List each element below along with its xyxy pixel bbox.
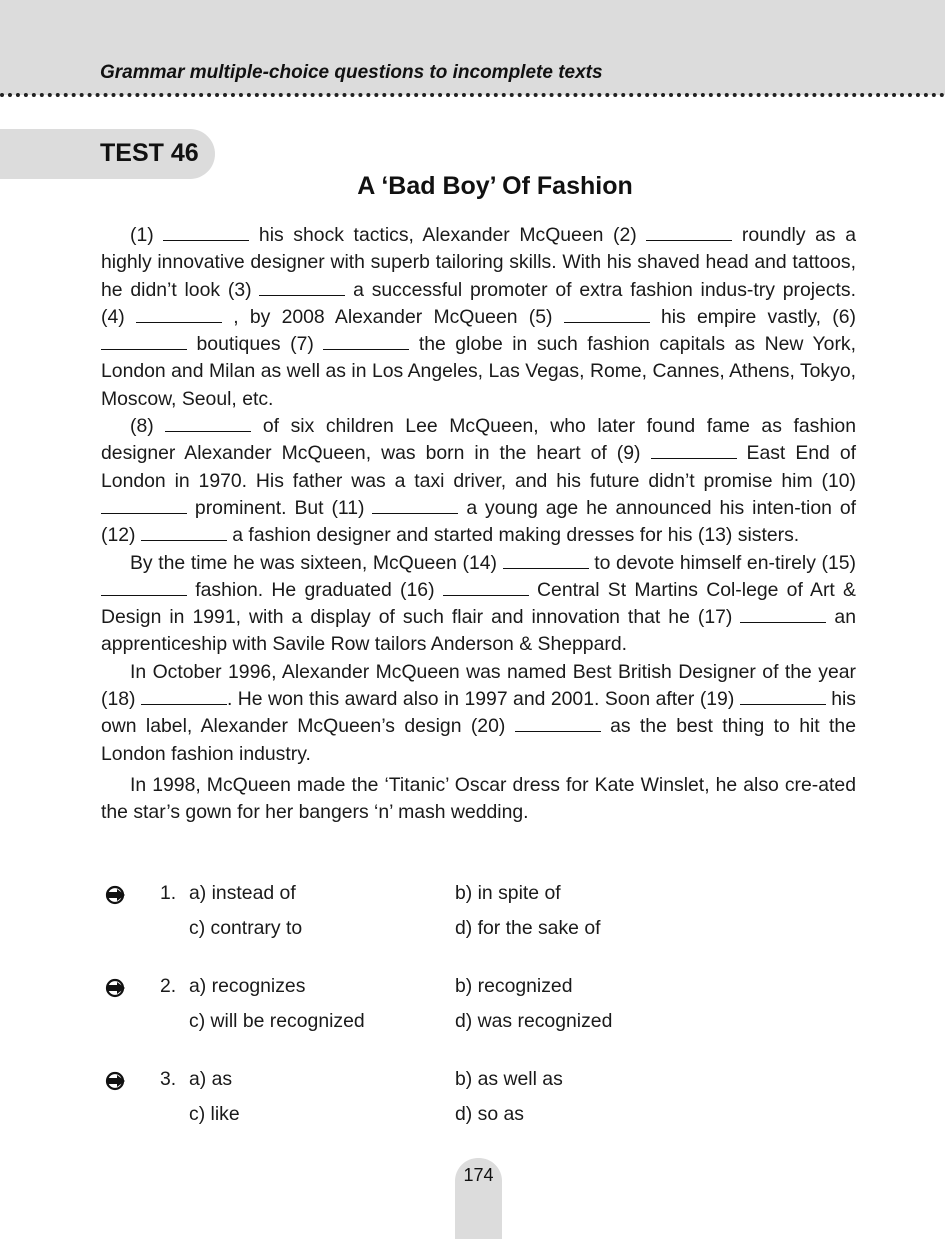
blank-6	[101, 333, 187, 350]
page-number: 174	[463, 1165, 494, 1185]
dotted-divider	[0, 93, 945, 97]
blank-20	[515, 715, 601, 732]
circled-arrow-icon	[105, 1070, 127, 1092]
test-label: TEST 46	[100, 139, 199, 167]
blank-18	[141, 688, 227, 705]
blank-17	[740, 606, 826, 623]
blank-10	[101, 497, 187, 514]
blank-15	[101, 579, 187, 596]
paragraph-1: (1) his shock tactics, Alexander McQueen (2) roundly as a highly innovative designer with superb tailoring skills. With his shaved head and tattoos, he didn’t look (3) a successful promoter of extra fashion indus-try projects. (4) , by 2008 Alexander McQueen (5) his empire vastly, (6) boutiques (7) the globe in such fashion capitals as New York, London and Milan as well as in Los Angeles, Las Vegas, Rome, Cannes, Athens, Tokyo, Moscow, Seoul, etc.	[101, 224, 856, 410]
option-b[interactable]: b) recognized	[455, 975, 573, 997]
option-b[interactable]: b) as well as	[455, 1068, 563, 1090]
article-body	[101, 222, 856, 827]
question-number: 2.	[160, 975, 177, 997]
option-d[interactable]: d) was recognized	[455, 1010, 613, 1032]
option-d[interactable]: d) for the sake of	[455, 917, 601, 939]
option-c[interactable]: c) contrary to	[189, 917, 303, 939]
blank-19	[740, 688, 826, 705]
blank-8	[165, 415, 251, 432]
option-a[interactable]: a) recognizes	[189, 975, 306, 997]
question-2	[105, 975, 805, 1045]
header-title: Grammar multiple-choice questions to incomplete texts	[100, 62, 603, 83]
option-a[interactable]: a) as	[189, 1068, 233, 1090]
blank-9	[651, 442, 737, 459]
question-number: 3.	[160, 1068, 177, 1090]
blank-5	[564, 306, 650, 323]
article-title: A ‘Bad Boy’ Of Fashion	[357, 172, 633, 200]
circled-arrow-icon	[105, 884, 127, 906]
blank-4	[136, 306, 222, 323]
blank-14	[503, 552, 589, 569]
option-c[interactable]: c) like	[189, 1103, 240, 1125]
option-c[interactable]: c) will be recognized	[189, 1010, 365, 1032]
circled-arrow-icon	[105, 977, 127, 999]
blank-12	[141, 524, 227, 541]
question-number: 1.	[160, 882, 177, 904]
option-a[interactable]: a) instead of	[189, 882, 296, 904]
question-3	[105, 1068, 805, 1138]
option-d[interactable]: d) so as	[455, 1103, 524, 1125]
blank-3	[259, 279, 345, 296]
blank-7	[323, 333, 409, 350]
option-b[interactable]: b) in spite of	[455, 882, 561, 904]
blank-11	[372, 497, 458, 514]
paragraph-3: By the time he was sixteen, McQueen (14) to devote himself en-tirely (15) fashion. He graduated (16) Central St Martins Col-lege of Art & Design in 1991, with a display of such flair and innovation that he (17) an apprenticeship with Savile Row tailors Anderson & Sheppard.	[101, 551, 856, 656]
paragraph-5: In 1998, McQueen made the ‘Titanic’ Oscar dress for Kate Winslet, he also cre-ated the star’s gown for her bangers ‘n’ mash wedding.	[101, 773, 856, 824]
blank-2	[646, 224, 732, 241]
paragraph-2: (8) of six children Lee McQueen, who later found fame as fashion designer Alexander McQueen, was born in the heart of (9) East End of London in 1970. His father was a taxi driver, and his future didn’t promise him (10) prominent. But (11) a young age he announced his inten-tion of (12) a fashion designer and started making dresses for his (13) sisters.	[101, 415, 856, 547]
blank-16	[443, 579, 529, 596]
blank-1	[163, 224, 249, 241]
question-1	[105, 882, 805, 952]
paragraph-4: In October 1996, Alexander McQueen was named Best British Designer of the year (18) . He won this award also in 1997 and 2001. Soon after (19) his own label, Alexander McQueen’s design (20) as the best thing to hit the London fashion industry.	[101, 660, 857, 765]
